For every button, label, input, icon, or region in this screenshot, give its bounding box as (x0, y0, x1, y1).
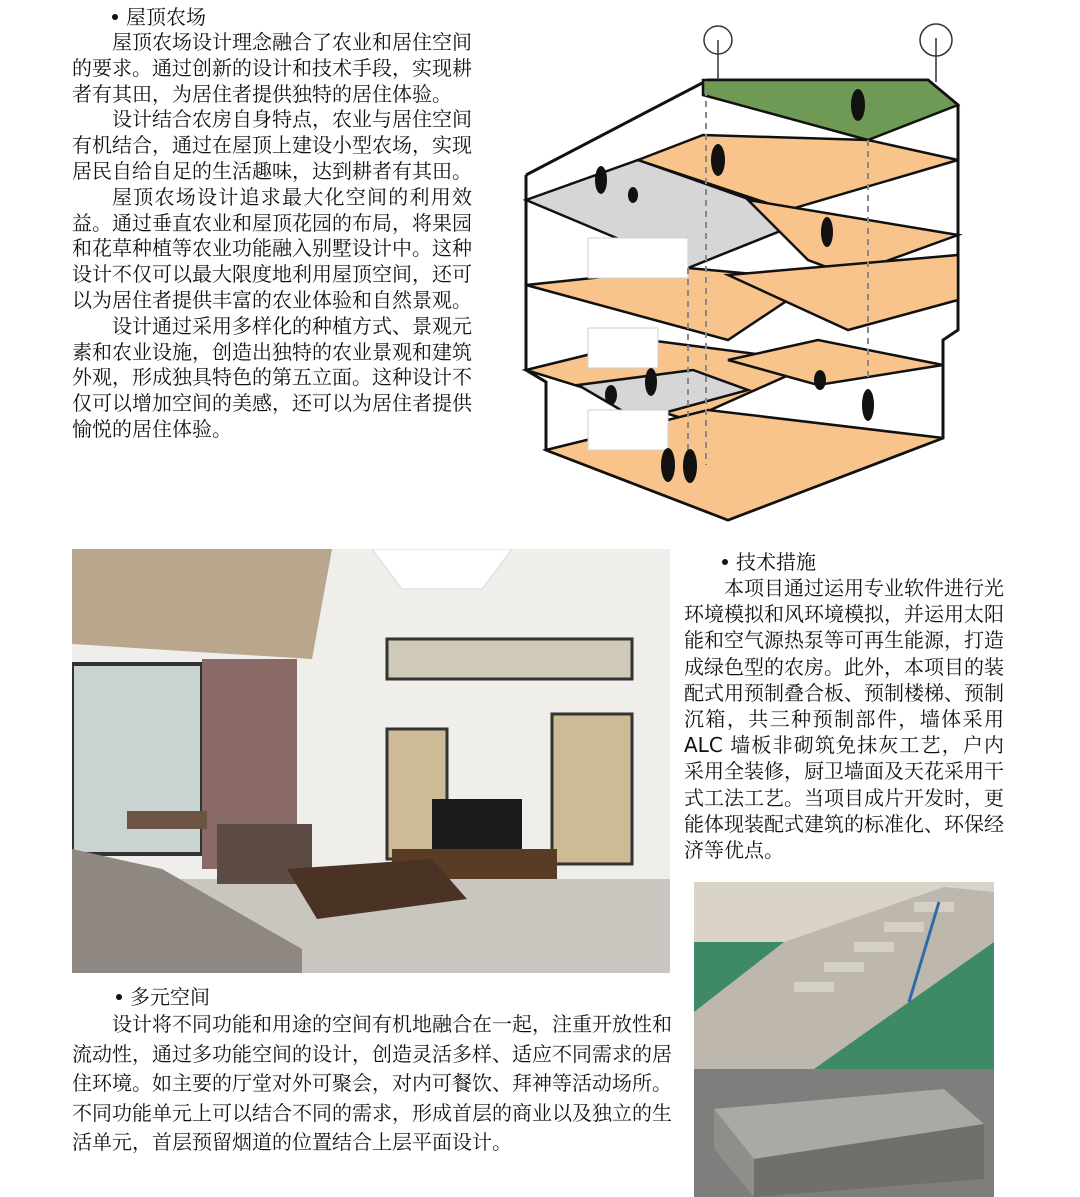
precast-stair-photo (694, 882, 994, 1069)
multi-space-title: 多元空间 (130, 985, 210, 1009)
building-section-diagram (518, 10, 968, 525)
tech-section (684, 549, 1004, 863)
bullet-icon (116, 994, 122, 1000)
living-room-photo (72, 549, 670, 973)
multi-space-paragraph: 设计将不同功能和用途的空间有机地融合在一起，注重开放性和流动性，通过多功能空间的设计，创造灵活多样、适应不同需求的居住环境。如主要的厅堂对外可聚会，对内可餐饮、拜神等活动场所。不同功能单元上可以结合不同的需求，形成首层的商业以及独立的生活单元，首层预留烟道的位置结合上层平面设计。 (72, 1012, 672, 1154)
bullet-icon (112, 14, 118, 20)
roof-farm-paragraph-4: 设计通过采用多样化的种植方式、景观元素和农业设施，创造出独特的农业景观和建筑外观，形成独具特色的第五立面。这种设计不仅可以增加空间的美感，还可以为居住者提供愉悦的居住体验。 (72, 313, 472, 441)
tech-title: 技术措施 (736, 550, 816, 574)
roof-farm-heading (112, 4, 472, 30)
bullet-icon (722, 559, 728, 565)
precast-sink-box-photo (694, 1069, 994, 1197)
roof-farm-paragraph-2: 设计结合农房自身特点，农业与居住空间有机结合，通过在屋顶上建设小型农场，实现居民自给自足的生活趣味，达到耕者有其田。 (72, 107, 472, 183)
tree-icon (704, 24, 952, 82)
roof-garden-slab (703, 80, 958, 140)
roof-farm-section (72, 4, 472, 443)
roof-farm-paragraph-1: 屋顶农场设计理念融合了农业和居住空间的要求。通过创新的设计和技术手段，实现耕者有其田，为居住者提供独特的居住体验。 (72, 30, 472, 106)
multi-space-heading (116, 984, 672, 1010)
tech-paragraph: 本项目通过运用专业软件进行光环境模拟和风环境模拟，并运用太阳能和空气源热泵等可再生能源，打造成绿色型的农房。此外，本项目的装配式用预制叠合板、预制楼梯、预制沉箱，共三种预制部件，墙体采用 ALC 墙板非砌筑免抹灰工艺，户内采用全装修，厨卫墙面及天花采用干式工法工艺。当项目成片开发时，更能体现装配式建筑的标准化、环保经济等优点。 (684, 576, 1004, 863)
tech-heading (722, 549, 1004, 575)
multi-space-section (72, 984, 672, 1158)
roof-farm-title: 屋顶农场 (126, 5, 206, 29)
roof-farm-paragraph-3: 屋顶农场设计追求最大化空间的利用效益。通过垂直农业和屋顶花园的布局，将果园和花草种植等农业功能融入别墅设计中。这种设计不仅可以最大限度地利用屋顶空间，还可以为居住者提供丰富的农业体验和自然景观。 (72, 184, 472, 312)
